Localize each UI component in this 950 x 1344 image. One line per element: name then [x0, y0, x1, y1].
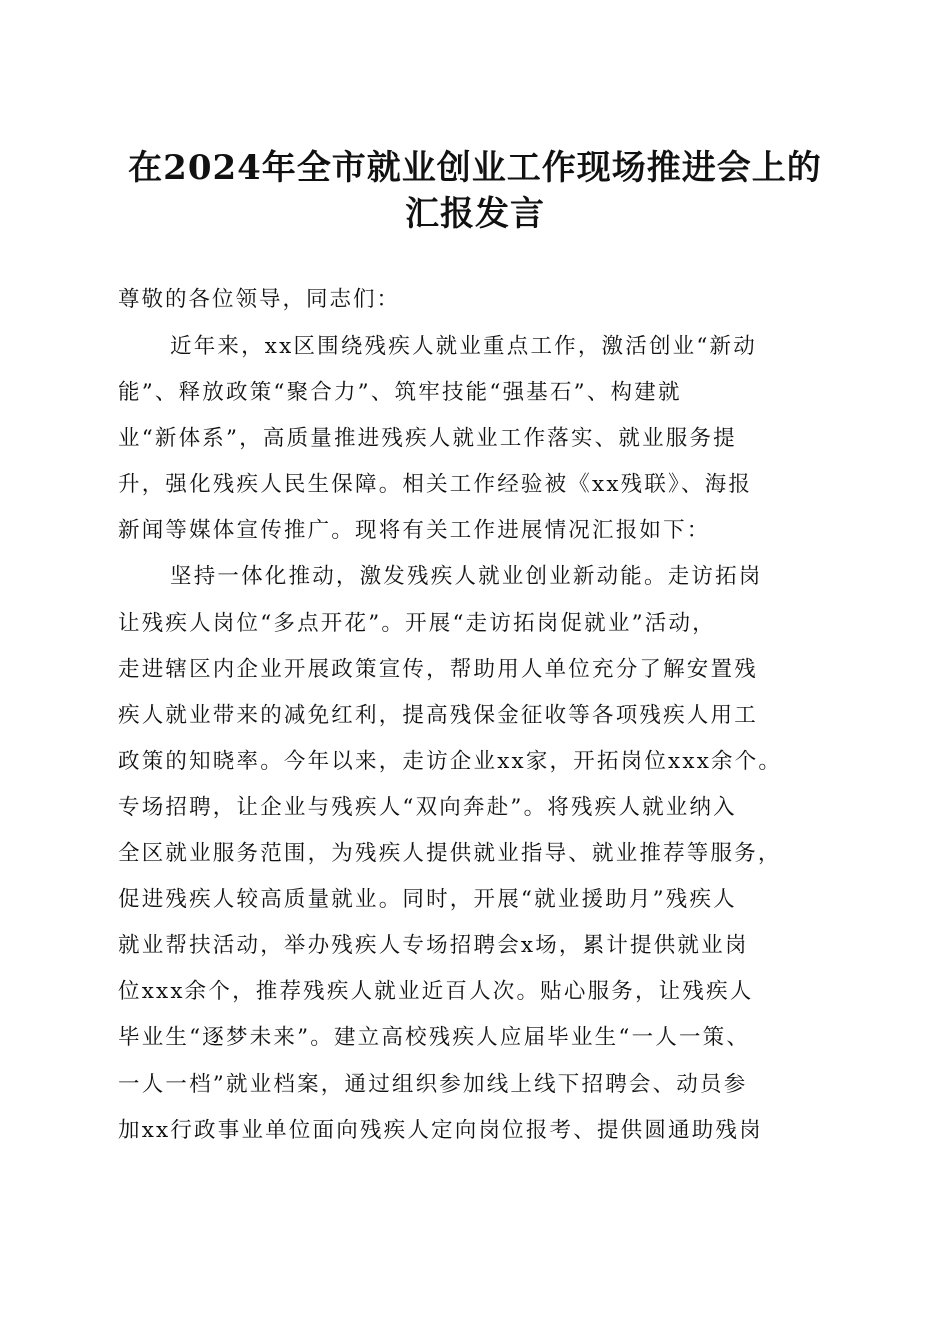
body-line: 就业帮扶活动，举办残疾人专场招聘会x场，累计提供就业岗	[118, 933, 749, 959]
body-line: 走进辖区内企业开展政策宣传，帮助用人单位充分了解安置残	[118, 656, 758, 682]
body-line: 专场招聘，让企业与残疾人“双向奔赴”。将残疾人就业纳入	[118, 794, 737, 820]
body-line: 新闻等媒体宣传推广。现将有关工作进展情况汇报如下：	[118, 518, 711, 544]
body-line: 近年来，xx区围绕残疾人就业重点工作，激活创业“新动	[170, 334, 757, 359]
salutation: 尊敬的各位领导，同志们：	[118, 287, 401, 312]
body-line: 升，强化残疾人民生保障。相关工作经验被《xx残联》、海报	[118, 472, 753, 498]
document-body	[118, 324, 830, 1154]
body-line: 促进残疾人较高质量就业。同时，开展“就业援助月”残疾人	[118, 887, 737, 913]
body-line: 加xx行政事业单位面向残疾人定向岗位报考、提供圆通助残岗	[118, 1117, 763, 1143]
body-line: 让残疾人岗位“多点开花”。开展“走访拓岗促就业”活动，	[118, 610, 716, 636]
body-line: 全区就业服务范围，为残疾人提供就业指导、就业推荐等服务，	[118, 841, 782, 867]
body-line: 一人一档”就业档案，通过组织参加线上线下招聘会、动员参	[118, 1071, 748, 1097]
body-line: 疾人就业带来的减免红利，提高残保金征收等各项残疾人用工	[118, 702, 758, 728]
document-title-line-1: 在2024年全市就业创业工作现场推进会上的	[128, 148, 822, 188]
body-line: 坚持一体化推动，激发残疾人就业创业新动能。走访拓岗	[170, 564, 763, 590]
document-title-line-2: 汇报发言	[405, 194, 545, 234]
body-line: 毕业生“逐梦未来”。建立高校残疾人应届毕业生“一人一策、	[118, 1025, 751, 1051]
body-line: 政策的知晓率。今年以来，走访企业xx家，开拓岗位xxx余个。	[118, 748, 783, 774]
body-line: 位xxx余个，推荐残疾人就业近百人次。贴心服务，让残疾人	[118, 979, 754, 1005]
body-line: 能”、释放政策“聚合力”、筑牢技能“强基石”、构建就	[118, 380, 682, 406]
body-line: 业“新体系”，高质量推进残疾人就业工作落实、就业服务提	[118, 426, 737, 452]
